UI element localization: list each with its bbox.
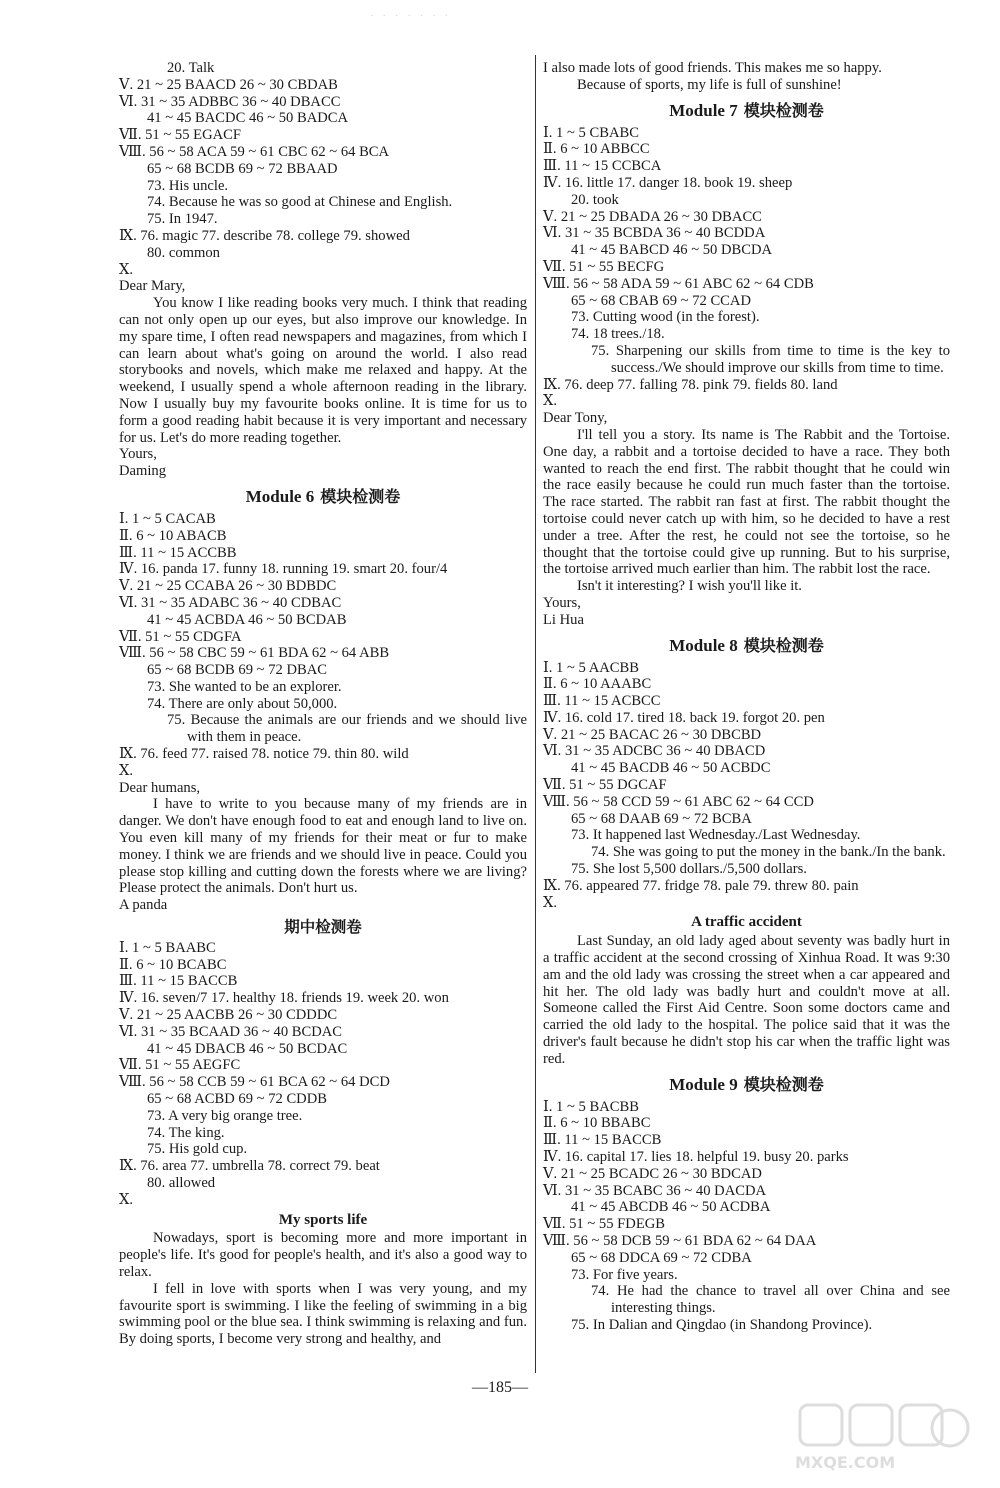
answer-line: Ⅲ. 11 ~ 15 CCBCA <box>543 158 662 175</box>
answer-line: Ⅲ. 11 ~ 15 BACCB <box>119 973 238 990</box>
answer-line: Ⅷ. 56 ~ 58 CCB 59 ~ 61 BCA 62 ~ 64 DCD <box>119 1074 390 1091</box>
answer-line: Ⅱ. 6 ~ 10 ABBCC <box>543 141 650 158</box>
answer-line: Ⅲ. 11 ~ 15 BACCB <box>543 1132 662 1149</box>
essay-paragraph: Last Sunday, an old lady aged about seventy was badly hurt in a traffic accident at the second crossing of Xinhua Road. It was 9:30 am and the old lady was crossing the street when a car appeared and hit her. The old lady was badly hurt and couldn't move at all. Someone called the First Aid Centre. Soon some doctors came and carried the old lady to the hospital. The police said that it was the driver's fault because he didn't stop his car when the traffic light was red. <box>543 933 950 1067</box>
answer-line: 74. The king. <box>147 1124 225 1141</box>
answer-line: 74. Because he was so good at Chinese and English. <box>147 194 453 211</box>
left-column <box>119 60 527 1348</box>
answer-line: Ⅰ. 1 ~ 5 CBABC <box>543 124 639 141</box>
answer-line: Ⅸ. 76. appeared 77. fridge 78. pale 79. threw 80. pain <box>543 877 859 894</box>
answer-line: 74. There are only about 50,000. <box>147 695 338 712</box>
answer-line: 80. common <box>147 244 220 261</box>
answer-line: Ⅵ. 31 ~ 35 BCAAD 36 ~ 40 BCDAC <box>119 1023 343 1040</box>
answer-line: 20. Talk <box>167 60 215 76</box>
answer-line: Ⅶ. 51 ~ 55 BECFG <box>543 258 665 275</box>
answer-line: 65 ~ 68 CBAB 69 ~ 72 CCAD <box>571 292 751 309</box>
section-heading-title: Module 6 <box>245 486 315 506</box>
answer-line: 65 ~ 68 DDCA 69 ~ 72 CDBA <box>571 1249 752 1266</box>
answer-line: 74. She was going to put the money in the bank./In the bank. <box>591 844 946 861</box>
answer-line: Ⅸ. 76. feed 77. raised 78. notice 79. thin 80. wild <box>119 746 409 763</box>
answer-line: Ⅵ. 31 ~ 35 BCABC 36 ~ 40 DACDA <box>543 1182 767 1199</box>
answer-line: Ⅴ. 21 ~ 25 BACAC 26 ~ 30 DBCBD <box>543 726 762 743</box>
answer-line: 80. allowed <box>147 1175 216 1191</box>
essay-paragraph: Nowadays, sport is becoming more and more important in people's life. It's good for people's health, and it's also a good way to relax. <box>119 1230 527 1280</box>
section-heading <box>119 487 527 506</box>
answer-line: 75. She lost 5,500 dollars./5,500 dollars. <box>571 861 807 878</box>
answer-line: Ⅰ. 1 ~ 5 BAABC <box>119 939 216 956</box>
answer-line: 75. In Dalian and Qingdao (in Shandong Province). <box>571 1316 873 1333</box>
answer-line: 73. Cutting wood (in the forest). <box>571 309 760 326</box>
answer-line: 41 ~ 45 BACDC 46 ~ 50 BADCA <box>147 110 349 127</box>
answer-line: 41 ~ 45 ABCDB 46 ~ 50 ACDBA <box>571 1199 771 1216</box>
section-heading-subtitle: 模块检测卷 <box>743 100 824 120</box>
answer-line: Dear humans, <box>119 779 201 796</box>
answer-line: Ⅱ. 6 ~ 10 ABACB <box>119 527 227 544</box>
answer-line: Li Hua <box>543 611 584 628</box>
answer-line: 73. It happened last Wednesday./Last Wednesday. <box>571 827 861 844</box>
section-heading-subtitle: 模块检测卷 <box>320 486 401 506</box>
answer-line: Ⅴ. 21 ~ 25 DBADA 26 ~ 30 DBACC <box>543 208 762 225</box>
answer-line: Ⅹ. <box>543 393 558 410</box>
essay-paragraph: I have to write to you because many of my friends are in danger. We don't have enough food to eat and enough land to live on. You even kill many of my friends for their meat or fur to make money. I think we are friends and we should live in peace. Could you please stop killing and cutting down the forests where we are living? Please protect the animals. Don't hurt us. <box>119 796 527 897</box>
answer-line: 73. She wanted to be an explorer. <box>147 678 342 695</box>
answer-line: A panda <box>119 897 168 914</box>
svg-text:MXQE.COM: MXQE.COM <box>795 1453 896 1472</box>
answer-line: Ⅸ. 76. deep 77. falling 78. pink 79. fields 80. land <box>543 376 838 393</box>
answer-line: 74. 18 trees./18. <box>571 326 665 343</box>
answer-line: 75. In 1947. <box>147 211 218 228</box>
answer-line: Ⅴ. 21 ~ 25 AACBB 26 ~ 30 CDDDC <box>119 1007 338 1024</box>
answer-line: Ⅶ. 51 ~ 55 EGACF <box>119 127 242 144</box>
essay-paragraph: Isn't it interesting? I wish you'll like it. <box>577 578 802 595</box>
answer-line: Ⅳ. 16. seven/7 17. healthy 18. friends 19. week 20. won <box>119 990 449 1007</box>
answer-line: Ⅵ. 31 ~ 35 BCBDA 36 ~ 40 BCDDA <box>543 225 766 242</box>
answer-line: Ⅳ. 16. little 17. danger 18. book 19. sheep <box>543 174 793 191</box>
section-heading-subtitle: 模块检测卷 <box>743 635 824 655</box>
essay-paragraph: You know I like reading books very much. I think that reading can not only open up our eyes, but also improve our knowledge. In my spare time, I often read newspapers and magazines, from which I can learn about what's going on around the world. I also read storybooks and novels, which make me relaxed and happy. At the weekend, I usually spend a whole afternoon reading in the library. Now I usually buy my favourite books online. It is time for us to form a good reading habit because it is very important and necessary for us. Let's do more reading together. <box>119 295 527 446</box>
section-heading-title: Module 8 <box>669 635 738 655</box>
answer-line: Ⅳ. 16. panda 17. funny 18. running 19. smart 20. four/4 <box>119 561 448 578</box>
answer-line: Ⅵ. 31 ~ 35 ADABC 36 ~ 40 CDBAC <box>119 594 342 611</box>
answer-line: 41 ~ 45 ACBDA 46 ~ 50 BCDAB <box>147 611 347 628</box>
answer-line: Daming <box>119 463 167 480</box>
answer-line: 73. His uncle. <box>147 177 229 194</box>
section-heading <box>543 101 950 120</box>
answer-line: Ⅹ. <box>119 762 134 779</box>
section-heading-title: Module 9 <box>669 1074 738 1094</box>
watermark-logo <box>790 1400 980 1475</box>
section-heading <box>543 636 950 655</box>
section-heading <box>543 1075 950 1094</box>
answer-line: Ⅴ. 21 ~ 25 BCADC 26 ~ 30 BDCAD <box>543 1165 762 1182</box>
answer-line: Ⅹ. <box>119 1191 134 1208</box>
answer-line: 65 ~ 68 BCDB 69 ~ 72 DBAC <box>147 662 327 679</box>
answer-line: Dear Mary, <box>119 278 186 295</box>
answer-line: Ⅴ. 21 ~ 25 BAACD 26 ~ 30 CBDAB <box>119 76 338 93</box>
answer-line: 20. took <box>571 191 619 208</box>
answer-line: 65 ~ 68 DAAB 69 ~ 72 BCBA <box>571 810 752 827</box>
answer-line: 75. Sharpening our skills from time to time is the key to success./We should improve our skills from time to time. <box>591 342 950 376</box>
answer-line: Ⅲ. 11 ~ 15 ACCBB <box>119 544 237 561</box>
section-heading-title: Module 7 <box>669 100 738 120</box>
answer-line: Ⅹ. <box>119 261 134 278</box>
answer-line: Yours, <box>119 446 157 463</box>
answer-line: 73. For five years. <box>571 1266 678 1283</box>
answer-line: Ⅰ. 1 ~ 5 CACAB <box>119 510 216 527</box>
answer-line: Ⅲ. 11 ~ 15 ACBCC <box>543 693 661 710</box>
answer-line: Ⅸ. 76. magic 77. describe 78. college 79. showed <box>119 227 410 244</box>
section-heading: 期中检测卷 <box>284 918 362 937</box>
essay-paragraph: I'll tell you a story. Its name is The Rabbit and the Tortoise. One day, a rabbit and a tortoise decided to have a race. They both wanted to reach the end first. The rabbit thought that he could win the race easily because he could run much faster than the tortoise. The race started. The rabbit ran fast at first. The rabbit thought the tortoise could never catch up with him, so he decided to have a rest under a tree. After the rest, he could not see the tortoise, so he thought that the tortoise could give up running. But to his surprise, the tortoise arrived much earlier than him. The rabbit lost the race. <box>543 426 950 578</box>
scan-edge-noise: · · · · · · · <box>370 10 452 22</box>
answer-line: Ⅵ. 31 ~ 35 ADCBC 36 ~ 40 DBACD <box>543 743 766 760</box>
answer-line: 41 ~ 45 BABCD 46 ~ 50 DBCDA <box>571 242 773 259</box>
answer-line: Ⅳ. 16. cold 17. tired 18. back 19. forgot 20. pen <box>543 709 825 726</box>
essay-paragraph: I fell in love with sports when I was very young, and my favourite sport is swimming. I like the feeling of swimming in a big swimming pool or the blue sea. I think swimming is relaxing and fun. By doing sports, I become very strong and healthy, and <box>119 1280 527 1348</box>
answer-line: Ⅰ. 1 ~ 5 AACBB <box>543 659 639 676</box>
answer-line: Yours, <box>543 594 581 611</box>
answer-line: 65 ~ 68 ACBD 69 ~ 72 CDDB <box>147 1091 327 1108</box>
page-number: —185— <box>472 1379 528 1396</box>
answer-line: 75. Because the animals are our friends and we should live with them in peace. <box>167 712 527 746</box>
answer-line: 73. A very big orange tree. <box>147 1107 303 1124</box>
answer-line: Ⅸ. 76. area 77. umbrella 78. correct 79. beat <box>119 1158 380 1175</box>
answer-line: Ⅷ. 56 ~ 58 ADA 59 ~ 61 ABC 62 ~ 64 CDB <box>543 275 814 292</box>
answer-line: 41 ~ 45 BACDB 46 ~ 50 ACBDC <box>571 760 771 777</box>
answer-line: Ⅷ. 56 ~ 58 CBC 59 ~ 61 BDA 62 ~ 64 ABB <box>119 645 390 662</box>
essay-paragraph: Because of sports, my life is full of sunshine! <box>577 76 842 93</box>
essay-title: My sports life <box>278 1211 368 1228</box>
answer-line: Ⅰ. 1 ~ 5 BACBB <box>543 1098 639 1115</box>
answer-line: Ⅷ. 56 ~ 58 ACA 59 ~ 61 CBC 62 ~ 64 BCA <box>119 143 390 160</box>
answer-line: Ⅶ. 51 ~ 55 CDGFA <box>119 628 242 645</box>
answer-line: Dear Tony, <box>543 410 608 427</box>
answer-line: Ⅴ. 21 ~ 25 CCABA 26 ~ 30 BDBDC <box>119 578 337 595</box>
answer-line: Ⅶ. 51 ~ 55 DGCAF <box>543 777 667 794</box>
answer-line: 74. He had the chance to travel all over China and see interesting things. <box>591 1283 950 1317</box>
right-column <box>543 60 950 1334</box>
answer-line: Ⅷ. 56 ~ 58 CCD 59 ~ 61 ABC 62 ~ 64 CCD <box>543 793 814 810</box>
answer-line: Ⅶ. 51 ~ 55 FDEGB <box>543 1216 666 1233</box>
answer-line: Ⅱ. 6 ~ 10 BCABC <box>119 956 227 973</box>
answer-line: Ⅱ. 6 ~ 10 BBABC <box>543 1115 651 1132</box>
answer-line: 75. His gold cup. <box>147 1141 248 1158</box>
answer-line: 41 ~ 45 DBACB 46 ~ 50 BCDAC <box>147 1040 348 1057</box>
answer-line: 65 ~ 68 BCDB 69 ~ 72 BBAAD <box>147 160 338 177</box>
answer-line: Ⅱ. 6 ~ 10 AAABC <box>543 676 652 693</box>
answer-line: Ⅳ. 16. capital 17. lies 18. helpful 19. busy 20. parks <box>543 1149 849 1166</box>
answer-line: Ⅹ. <box>543 894 558 911</box>
answer-line: Ⅷ. 56 ~ 58 DCB 59 ~ 61 BDA 62 ~ 64 DAA <box>543 1233 817 1249</box>
section-heading-subtitle: 模块检测卷 <box>743 1074 824 1094</box>
answer-line: Ⅶ. 51 ~ 55 AEGFC <box>119 1057 241 1074</box>
essay-title: A traffic accident <box>691 914 802 931</box>
essay-paragraph: I also made lots of good friends. This makes me so happy. <box>543 60 882 76</box>
answer-line: Ⅵ. 31 ~ 35 ADBBC 36 ~ 40 DBACC <box>119 93 341 110</box>
column-divider <box>535 55 536 1373</box>
